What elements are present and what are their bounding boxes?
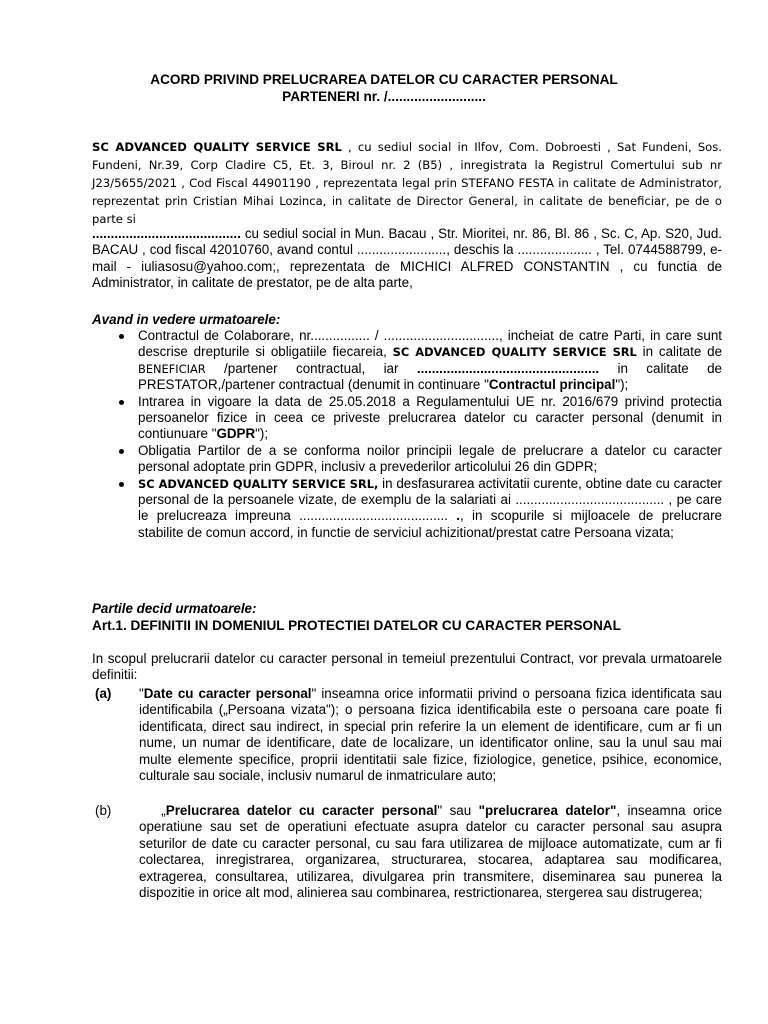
definition-a: "Date cu caracter personal" inseamna orice informatii privind o persoana fizica identificata sau identificabila („Persoana vizata"); o persoana fizica identificabila este o persoana care poate fi identificata, direct sau indirect, in special prin referire la un element de identificare, cum ar fi un nume, un numar de identificare, date de localizare, un identificator online, sau la unul sau mai multe elemente specifice, proprii identitatii sale fizice, fiziologice, genetice, psihice, economice, culturale sau sociale, inclusiv numarul de inmatriculare auto; [139, 686, 722, 784]
list-item-text: , in scopurile si mijloacele de prelucrare stabilite de comun accord, in functie de serviciul achizitionat/prestat catre Persoana vizata; [138, 508, 722, 540]
list-item-company: SC ADVANCED QUALITY SERVICE SRL [392, 345, 637, 360]
article1-intro: In scopul prelucrarii datelor cu caracter personal in temeiul prezentului Contract, vor prevala urmatoarele definitii: [92, 651, 722, 683]
list-item-text: Obligatia Partilor de a se conforma noilor principii legale de prelucrare a datelor cu caracter personal adoptate prin GDPR, inclusiv a prevederilor articolului 26 din GDPR; [138, 442, 722, 475]
list-item-text: in calitate de [636, 344, 723, 360]
list-item-text: "); [255, 426, 269, 442]
party1-paragraph [92, 138, 722, 228]
list-item-bold: GDPR [216, 426, 256, 442]
definition-label-b: (b) [95, 803, 112, 818]
definition-label-a: (a) [95, 686, 112, 701]
document-subtitle: PARTENERI nr. /.......................... [282, 89, 486, 104]
party2-dots: ........................................ [92, 226, 241, 241]
list-item-company: SC ADVANCED QUALITY SERVICE SRL, [138, 476, 379, 491]
article1-heading: Art.1. DEFINITII IN DOMENIUL PROTECTIEI DATELOR CU CARACTER PERSONAL [92, 618, 621, 633]
list-item-text: Intrarea in vigoare la data de 25.05.2018 a Regulamentului UE nr. 2016/679 privind protectia persoanelor fizice in ceea ce priveste prelucrarea datelor cu caracter personal (denumit in contiunuare " [138, 393, 722, 442]
definition-term: Prelucrarea datelor cu caracter personal [165, 803, 438, 818]
definition-text: " inseamna orice informatii privind o persoana fizica identificata sau identificabila („Persoana vizata"); o persoana fizica identificabila este o persoana care poate fi identificata, direct sau indirect, in special prin referire la un element de identificare, cum ar fi un nume, un numar de identificare, date de localizare, un identificator online, sau la unul sau mai multe elemente specifice, proprii identitatii sale fizice, fiziologice, genetice, psihice, economice, culturale sau sociale, inclusiv numarul de inmatriculare auto; [139, 686, 722, 784]
list-item-text: Contractul de Colaborare, nr................ / ..............................., incheiat de catre Parti, in care sunt descrise drepturile si obligatiile fiecareia, [138, 328, 722, 360]
bullet-icon [119, 400, 124, 405]
considerations-list [92, 328, 722, 541]
definition-b: „Prelucrarea datelor cu caracter personal" sau "prelucrarea datelor", inseamna orice operatiune sau set de operatiuni efectuate asupra datelor cu caracter personal sau asupra seturilor de date cu caracter personal, cu sau fara utilizarea de mijloace automatizate, cum ar fi colectarea, inregistrarea, organizarea, structurarea, stocarea, adaptarea sau modificarea, extragerea, consultarea, utilizarea, divulgarea prin transmitere, diseminarea sau punerea la dispozitie in orice alt mod, alinierea sau combinarea, restrictionarea, stergerea sau distrugerea; [139, 803, 726, 901]
document-title: ACORD PRIVIND PRELUCRAREA DATELOR CU CARACTER PERSONAL [150, 72, 618, 87]
list-item [92, 443, 722, 476]
bullet-icon [119, 449, 124, 454]
list-item-text: in desfasurarea activitatii curente, obtine date cu caracter personal de la persoanele vizate, de exemplu de la salariati ai ........................................ , pe care le prelucreaza impreuna ........................................ [138, 475, 722, 524]
party2-text: cu sediul social in Mun. Bacau , Str. Mioritei, nr. 86, Bl. 86 , Sc. C, Ap. S20, Jud. BACAU , cod fiscal 42010760, avand contul ........................, deschis la .................... , Tel. 0744588799, e-mail - iuliasosu@yahoo.com;, reprezentata de MICHICI ALFRED CONSTANTIN , cu functia de Administrator, in calitate de prestator, pe de alta parte, [92, 226, 722, 291]
definition-term: Date cu caracter personal [143, 686, 312, 701]
list-item [92, 476, 722, 542]
list-item-text: in calitate de PRESTATOR,/partener contractual (denumit in continuare " [138, 360, 722, 393]
bullet-icon [119, 334, 124, 339]
decide-heading: Partile decid urmatoarele: [92, 601, 257, 616]
considering-heading: Avand in vedere urmatoarele: [92, 312, 281, 327]
list-item-bold: Contractul principal [488, 377, 616, 393]
list-item-text: "); [615, 377, 629, 393]
list-item [92, 394, 722, 443]
list-item-text: /partener contractual, iar [205, 360, 417, 376]
list-item-bold: . [447, 508, 460, 524]
party1-text: , cu sediul social in Ilfov, Com. Dobroesti , Sat Fundeni, Sos. Fundeni, Nr.39, Corp Cladire C5, Et. 3, Biroul nr. 2 (B5) , inregistrata la Registrul Comertului sub nr J23/5655/2021 , Cod Fiscal 44901190 , reprezentata legal prin STEFANO FESTA in calitate de Administrator, reprezentat prin Cristian Mihai Lozinca, in calitate de Director General, in calitate de beneficiar, pe de o parte si [92, 140, 722, 226]
list-item-dots: ................................................. [416, 360, 600, 376]
party2-paragraph [92, 226, 722, 292]
list-item [92, 328, 722, 394]
list-item-beneficiar: BENEFICIAR [138, 361, 206, 376]
definition-text: , inseamna orice operatiune sau set de operatiuni efectuate asupra datelor cu caracter personal sau asupra seturilor de date cu caracter personal, cu sau fara utilizarea de mijloace automatizate, cum ar fi colectarea, inregistrarea, organizarea, structurarea, stocarea, adaptarea sau modificarea, extragerea, consultarea, utilizarea, divulgarea prin transmitere, diseminarea sau punerea la dispozitie in orice alt mod, alinierea sau combinarea, restrictionarea, stergerea sau distrugerea; [139, 803, 726, 901]
bullet-icon [119, 482, 124, 487]
party1-company: SC ADVANCED QUALITY SERVICE SRL [92, 140, 342, 154]
definition-term-2: "prelucrarea datelor" [478, 803, 617, 818]
